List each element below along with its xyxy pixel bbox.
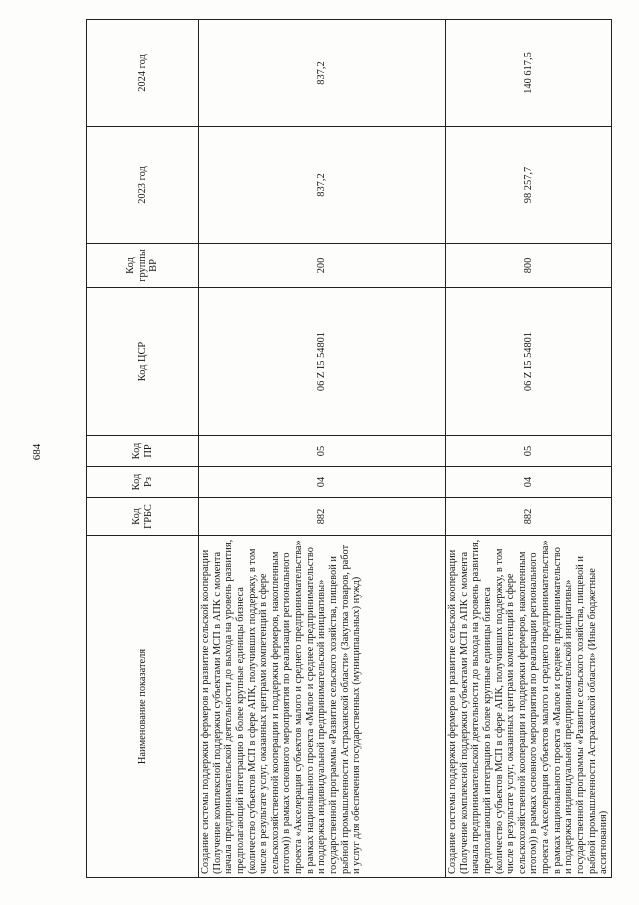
header-pr: Код ПР <box>87 436 199 467</box>
header-grbs: Код ГРБС <box>87 498 199 536</box>
amount-2023: 837,2 <box>199 127 446 244</box>
amount-2023: 98 257,7 <box>446 127 612 244</box>
pr-code: 05 <box>199 436 446 467</box>
header-vr: Код группы ВР <box>87 244 199 288</box>
header-rz: Код Рз <box>87 467 199 498</box>
table-row <box>199 20 446 878</box>
rz-code: 04 <box>446 467 612 498</box>
indicator-name: Создание системы поддержки фермеров и развитие сельской кооперации (Получение комплексной поддержки субъектами МСП в АПК с момента начала предпринимательской деятельности до выхода на уровень развития, предполагающий интеграцию в более крупные единицы бизнеса (количество субъектов МСП в сфере АПК, получивших поддержку, в том числе в результате услуг, оказанных центрами компетенций в сфере сельскохозяйственной кооперации и поддержки фермеров, накопленным итогом)) в рамках основного мероприятия по реализации регионального проекта «Акселерация субъектов малого и среднего предпринимательства» в рамках национального проекта «Малое и среднее предпринимательство и поддержка индивидуальной предпринимательской инициативы» государственной программы «Развитие сельского хозяйства, пищевой и рыбной промышленности Астраханской области» (Закупка товаров, работ и услуг для обеспечения государственных (муниципальных) нужд) <box>199 536 446 878</box>
page-number: 684 <box>31 443 43 461</box>
pr-code: 05 <box>446 436 612 467</box>
rotated-table-container <box>86 20 610 878</box>
amount-2024: 837,2 <box>199 20 446 127</box>
header-2024: 2024 год <box>87 20 199 127</box>
rotated-page-area <box>86 20 610 878</box>
csr-code: 06 Z I5 54801 <box>446 288 612 436</box>
rz-code: 04 <box>199 467 446 498</box>
indicator-name: Создание системы поддержки фермеров и развитие сельской кооперации (Получение комплексной поддержки субъектами МСП в АПК с момента начала предпринимательской деятельности до выхода на уровень развития, предполагающий интеграцию в более крупные единицы бизнеса (количество субъектов МСП в сфере АПК, получивших поддержку, в том числе в результате услуг, оказанных центрами компетенций в сфере сельскохозяйственной кооперации и поддержки фермеров, накопленным итогом)) в рамках основного мероприятия по реализации регионального проекта «Акселерация субъектов малого и среднего предпринимательства» в рамках национального проекта «Малое и среднее предпринимательство и поддержка индивидуальной предпринимательской инициативы» государственной программы «Развитие сельского хозяйства, пищевой и рыбной промышленности Астраханской области» (Иные бюджетные ассигнования) <box>446 536 612 878</box>
table-row <box>446 20 612 878</box>
header-name: Наименование показателя <box>87 536 199 878</box>
vr-code: 800 <box>446 244 612 288</box>
header-csr: Код ЦСР <box>87 288 199 436</box>
vr-code: 200 <box>199 244 446 288</box>
amount-2024: 140 617,5 <box>446 20 612 127</box>
grbs-code: 882 <box>199 498 446 536</box>
header-2023: 2023 год <box>87 127 199 244</box>
header-row <box>87 20 199 878</box>
grbs-code: 882 <box>446 498 612 536</box>
csr-code: 06 Z I5 54801 <box>199 288 446 436</box>
budget-table <box>86 19 612 878</box>
